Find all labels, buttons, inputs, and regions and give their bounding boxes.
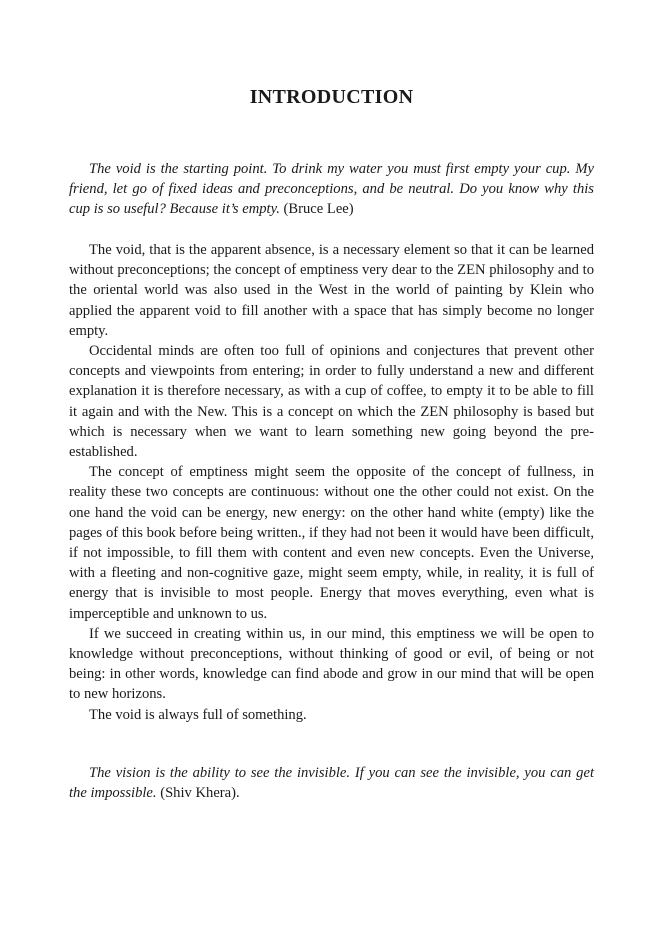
body-text: [69, 240, 594, 725]
paragraph: Occidental minds are often too full of opinions and conjectures that prevent other concepts and viewpoints from entering; in order to fully understand a new and different explanation it is therefore necessary, as with a cup of coffee, to empty it to be able to fill it again and with the New. This is a concept on which the ZEN philosophy is based but which is necessary when we want to learn something new going beyond the pre-established.: [69, 343, 594, 461]
epigraph-shiv-khera: [69, 763, 594, 803]
epigraph-bruce-lee: [69, 159, 594, 220]
paragraph: The void, that is the apparent absence, is a necessary element so that it can be learned without preconceptions; the concept of emptiness very dear to the ZEN philosophy and to the oriental world was also used in the West in the world of painting by Klein who applied the apparent void to fill another with a space that has simply become no longer empty.: [69, 242, 594, 339]
epigraph-text: The vision is the ability to see the invisible. If you can see the invisible, you can get the impossible.: [69, 765, 594, 802]
epigraph-attribution: (Shiv Khera).: [156, 785, 240, 802]
epigraph-text: The void is the starting point. To drink my water you must first empty your cup. My friend, let go of fixed ideas and preconceptions, and be neutral. Do you know why this cup is so useful? Because it’s empty.: [69, 161, 594, 218]
paragraph: The concept of emptiness might seem the opposite of the concept of fullness, in reality these two concepts are continuous: without one the other could not exist. On the one hand the void can be energy, new energy: on the other hand white (empty) like the pages of this book before being written., if they had not been it would have been difficult, if not impossible, to fill them with content and even new concepts. Even the Universe, with a fleeting and non-cognitive gaze, might seem empty, while, in reality, it is full of energy that is invisible to most people. Energy that moves everything, even what is imperceptible and unknown to us.: [69, 464, 594, 622]
paragraph: The void is always full of something.: [89, 706, 307, 723]
paragraph: If we succeed in creating within us, in our mind, this emptiness we will be open to knowledge without preconceptions, without thinking of good or evil, of being or not being: in other words, knowledge can find abode and grow in our mind that will be open to new horizons.: [69, 625, 594, 703]
epigraph-attribution: (Bruce Lee): [279, 201, 354, 218]
chapter-title: INTRODUCTION: [249, 86, 414, 108]
